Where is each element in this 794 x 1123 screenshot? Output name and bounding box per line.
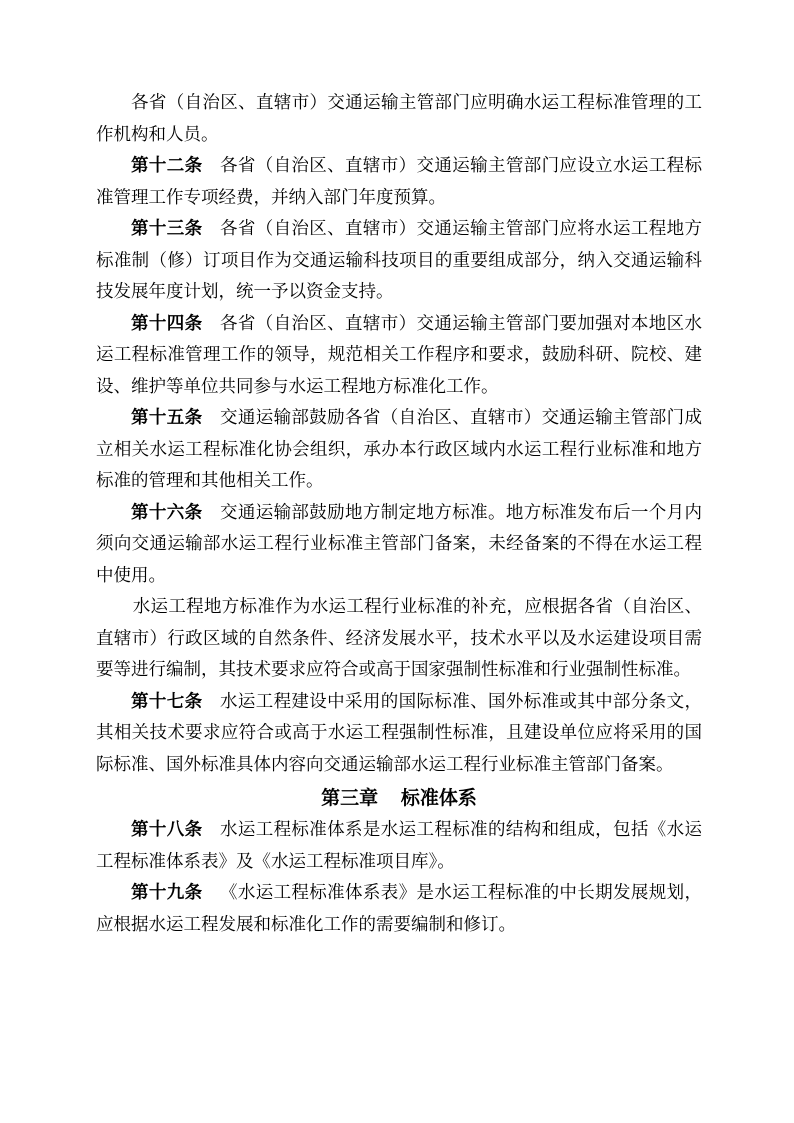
article-paragraph (96, 498, 702, 593)
chapter-heading (96, 781, 702, 815)
document-page (96, 88, 702, 941)
paragraph-text: 各省（自治区、直辖市）交通运输主管部门应明确水运工程标准管理的工作机构和人员。 (96, 93, 702, 145)
paragraph-text: 各省（自治区、直辖市）交通运输主管部门应设立水运工程标准管理工作专项经费，并纳入部门年度预算。 (96, 156, 703, 208)
article-paragraph (96, 403, 702, 498)
paragraph-text: 各省（自治区、直辖市）交通运输主管部门应将水运工程地方标准制（修）订项目作为交通运输科技项目的重要组成部分，纳入交通运输科技发展年度计划，统一予以资金支持。 (96, 219, 703, 302)
article-paragraph (96, 214, 702, 309)
article-paragraph (96, 151, 702, 214)
article-paragraph (96, 309, 702, 404)
paragraph (96, 88, 702, 151)
paragraph-text: 水运工程地方标准作为水运工程行业标准的补充，应根据各省（自治区、直辖市）行政区域的自然条件、经济发展水平，技术水平以及水运建设项目需要等进行编制，其技术要求应符合或高于国家强制性标准和行业强制性标准。 (96, 597, 702, 680)
article-number: 第十七条 (131, 691, 203, 712)
article-number: 第十四条 (131, 313, 203, 334)
article-number: 第十八条 (131, 820, 203, 840)
article-number: 第十九条 (131, 883, 203, 903)
paragraph (96, 592, 702, 687)
paragraph-text: 各省（自治区、直辖市）交通运输主管部门要加强对本地区水运工程标准管理工作的领导，规范相关工作程序和要求，鼓励科研、院校、建设、维护等单位共同参与水运工程地方标准化工作。 (96, 313, 703, 397)
chapter-number: 第三章 (321, 787, 379, 809)
paragraph-text: 交通运输部鼓励各省（自治区、直辖市）交通运输主管部门成立相关水运工程标准化协会组织，承办本行政区域内水运工程行业标准和地方标准的管理和其他相关工作。 (96, 408, 703, 491)
article-paragraph (96, 687, 702, 782)
chapter-title: 标准体系 (400, 787, 477, 809)
paragraph-text: 水运工程建设中采用的国际标准、国外标准或其中部分条文，其相关技术要求应符合或高于水运工程强制性标准，且建设单位应将采用的国际标准、国外标准具体内容向交通运输部水运工程行业标准主管部门备案。 (96, 691, 703, 775)
article-number: 第十五条 (131, 408, 203, 428)
paragraph-text: 水运工程标准体系是水运工程标准的结构和组成，包括《水运工程标准体系表》及《水运工程标准项目库》。 (96, 820, 703, 872)
article-paragraph (96, 815, 702, 878)
article-number: 第十三条 (131, 219, 203, 239)
paragraph-text: 交通运输部鼓励地方制定地方标准。地方标准发布后一个月内须向交通运输部水运工程行业标准主管部门备案，未经备案的不得在水运工程中使用。 (96, 502, 703, 586)
article-number: 第十二条 (131, 156, 203, 176)
article-paragraph (96, 878, 702, 941)
article-number: 第十六条 (131, 502, 203, 523)
paragraph-text: 《水运工程标准体系表》是水运工程标准的中长期发展规划，应根据水运工程发展和标准化工作的需要编制和修订。 (96, 883, 703, 935)
